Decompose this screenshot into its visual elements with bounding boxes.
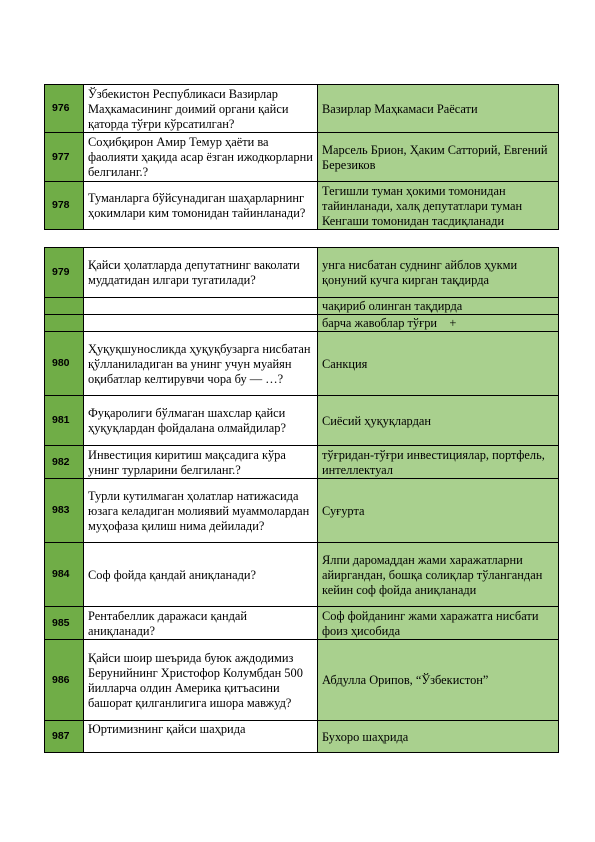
row-number: 983 [45, 479, 84, 543]
empty-number-cell [45, 298, 84, 315]
answer-cell: Сиёсий ҳуқуқлардан [318, 396, 559, 446]
row-number: 978 [45, 182, 84, 230]
questions-table-main [44, 247, 559, 753]
question-cell: Соҳибқирон Амир Темур ҳаёти ва фаолияти ҳақида асар ёзган ижодкорларни белгиланг.? [84, 133, 318, 182]
table-row [45, 332, 559, 396]
row-number: 982 [45, 446, 84, 479]
table-row [45, 85, 559, 133]
answer-cell: Ялпи даромаддан жами харажатларни айиргандан, бошқа солиқлар тўлангандан кейин соф фойда аниқланади [318, 543, 559, 607]
question-cell: Фуқаролиги бўлмаган шахслар қайси ҳуқуқлардан фойдалана олмайдилар? [84, 396, 318, 446]
row-number: 980 [45, 332, 84, 396]
row-number: 979 [45, 248, 84, 298]
table-row [45, 133, 559, 182]
table-row [45, 396, 559, 446]
question-cell: Юртимизнинг қайси шаҳрида [84, 721, 318, 753]
question-cell: Турли кутилмаган ҳолатлар натижасида юзага келадиган молиявий муаммолардан муҳофаза қилиш нима дейилади? [84, 479, 318, 543]
question-cell: Қайси шоир шеърида буюк аждодимиз Берунийнинг Христофор Колумбдан 500 йилларча олдин Америка қитъасини башорат қилганлигига ишора мавжуд? [84, 640, 318, 721]
table-row [45, 721, 559, 753]
answer-cell-extra: барча жавоблар тўғри + [318, 315, 559, 332]
question-cell: Ҳуқуқшуносликда ҳуқуқбузарга нисбатан қўлланиладиган ва унинг учун муайян оқибатлар келтирувчи чора бу — …? [84, 332, 318, 396]
empty-question-cell [84, 298, 318, 315]
empty-number-cell [45, 315, 84, 332]
answer-cell: Санкция [318, 332, 559, 396]
question-cell: Қайси ҳолатларда депутатнинг ваколати муддатидан илгари тугатилади? [84, 248, 318, 298]
row-number: 977 [45, 133, 84, 182]
row-number: 985 [45, 607, 84, 640]
table-row [45, 182, 559, 230]
answer-cell: Соф фойданинг жами харажатга нисбати фоиз ҳисобида [318, 607, 559, 640]
answer-cell: тўғридан-тўғри инвестициялар, портфель, интеллектуал [318, 446, 559, 479]
answer-cell: Бухоро шаҳрида [318, 721, 559, 753]
table-row [45, 543, 559, 607]
questions-table-top [44, 84, 559, 230]
table-row [45, 479, 559, 543]
table-row [45, 607, 559, 640]
row-number: 986 [45, 640, 84, 721]
answer-cell: Марсель Брион, Ҳаким Сатторий, Евгений Березиков [318, 133, 559, 182]
question-cell: Рентабеллик даражаси қандай аниқланади? [84, 607, 318, 640]
answer-cell: Вазирлар Маҳкамаси Раёсати [318, 85, 559, 133]
answer-cell: Суғурта [318, 479, 559, 543]
answer-cell: Тегишли туман ҳокими томонидан тайинланади, халқ депутатлари туман Кенгаши томонидан тасдиқланади [318, 182, 559, 230]
table-row [45, 315, 559, 332]
answer-cell: Абдулла Орипов, “Ўзбекистон” [318, 640, 559, 721]
empty-question-cell [84, 315, 318, 332]
question-cell: Инвестиция киритиш мақсадига кўра унинг турларини белгиланг.? [84, 446, 318, 479]
table-row [45, 298, 559, 315]
row-number: 987 [45, 721, 84, 753]
answer-cell-extra: чақириб олинган тақдирда [318, 298, 559, 315]
row-number: 984 [45, 543, 84, 607]
question-cell: Туманларга бўйсунадиган шаҳарларнинг ҳокимлари ким томонидан тайинланади? [84, 182, 318, 230]
row-number: 981 [45, 396, 84, 446]
question-cell: Соф фойда қандай аниқланади? [84, 543, 318, 607]
table-row [45, 248, 559, 298]
table-row [45, 640, 559, 721]
row-number: 976 [45, 85, 84, 133]
answer-cell: унга нисбатан суднинг айблов ҳукми қонуний кучга кирган тақдирда [318, 248, 559, 298]
question-cell: Ўзбекистон Республикаси Вазирлар Маҳкамасининг доимий органи қайси қаторда тўғри кўрсатилган? [84, 85, 318, 133]
table-row [45, 446, 559, 479]
